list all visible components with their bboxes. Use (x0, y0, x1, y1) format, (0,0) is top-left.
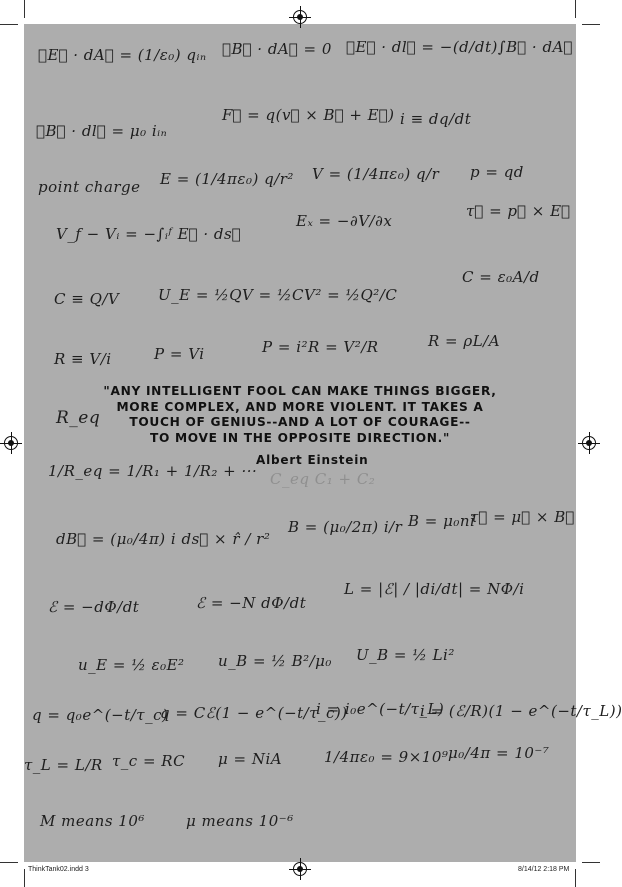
crop-mark (24, 0, 25, 18)
rl-decay: i = i₀e^(−t/τ_L) (316, 700, 445, 718)
quote-line: "ANY INTELLIGENT FOOL CAN MAKE THINGS BIGGER, (103, 384, 497, 398)
capacitance-definition: C ≡ Q/V (54, 290, 120, 308)
rc-charge: q = Cℰ(1 − e^(−t/τ_c)) (160, 704, 348, 722)
crop-mark (24, 869, 25, 887)
coulomb-constant: 1/4πε₀ = 9×10⁹ (324, 748, 449, 766)
crop-mark (582, 24, 600, 25)
gauss-law-electric: ∮E⃗ · dA⃗ = (1/ε₀) qᵢₙ (38, 46, 207, 64)
timestamp-slug: 8/14/12 2:18 PM (518, 866, 570, 873)
quote-line: TO MOVE IN THE OPPOSITE DIRECTION." (149, 430, 451, 445)
magnetic-torque: τ⃗ = μ⃗ × B⃗ (470, 508, 575, 526)
power-dissipation: P = i²R = V²/R (262, 338, 379, 356)
magnetic-moment: μ = NiA (218, 750, 283, 768)
registration-mark-top (293, 10, 307, 24)
emf-coil: ℰ = −N dΦ/dt (196, 594, 307, 612)
rc-discharge: q = q₀e^(−t/τ_c) (32, 706, 169, 724)
field-from-potential: Eₓ = −∂V/∂x (296, 212, 393, 230)
quote-line: TOUCH OF GENIUS--AND A LOT OF COURAGE-- (129, 415, 471, 429)
registration-mark-left (4, 436, 18, 450)
dipole-torque: τ⃗ = p⃗ × E⃗ (466, 202, 571, 220)
series-capacitors: C_eq C₁ + C₂ (270, 470, 376, 488)
parallel-resistors: 1/R_eq = 1/R₁ + 1/R₂ + ··· (48, 462, 258, 480)
resistivity: R = ρL/A (428, 332, 501, 350)
permeability-constant: μ₀/4π = 10⁻⁷ (448, 744, 550, 762)
current-definition: i ≡ dq/dt (400, 110, 472, 128)
rl-time-constant: τ_L = L/R (24, 756, 103, 774)
registration-mark-right (582, 436, 596, 450)
point-charge-field: E = (1/4πε₀) q/r² (160, 170, 294, 188)
inductance: L = |ℰ| / |di/dt| = NΦ/i (344, 580, 525, 598)
equivalent-resistance-label: R_eq (56, 408, 101, 428)
registration-mark-bottom (293, 862, 307, 876)
dipole-moment: p = qd (470, 163, 524, 181)
quote-line: MORE COMPLEX, AND MORE VIOLENT. IT TAKES A (116, 399, 484, 414)
wire-field: B = (μ₀/2π) i/r (288, 518, 403, 536)
point-charge-label: point charge (38, 178, 141, 196)
electric-energy-density: u_E = ½ ε₀E² (78, 656, 185, 674)
micro-prefix: μ means 10⁻⁶ (186, 812, 294, 830)
solenoid-field: B = μ₀ni (408, 512, 476, 530)
inductor-energy: U_B = ½ Li² (356, 646, 455, 664)
resistance-definition: R ≡ V/i (54, 350, 112, 368)
magnetic-energy-density: u_B = ½ B²/μ₀ (218, 652, 332, 670)
einstein-quote (76, 384, 524, 446)
rl-growth: i = (ℰ/R)(1 − e^(−t/τ_L)) (420, 702, 622, 720)
point-charge-potential: V = (1/4πε₀) q/r (312, 165, 440, 183)
emf-flux: ℰ = −dΦ/dt (48, 598, 140, 616)
crop-mark (0, 24, 18, 25)
file-slug: ThinkTank02.indd 3 (28, 866, 89, 873)
potential-difference: V_f − Vᵢ = −∫ᵢᶠ E⃗ · ds⃗ (56, 225, 242, 243)
quote-author: Albert Einstein (256, 453, 369, 467)
power: P = Vi (154, 345, 205, 363)
lorentz-force: F⃗ = q(v⃗ × B⃗ + E⃗) (222, 106, 395, 124)
crop-mark (575, 869, 576, 887)
capacitor-energy: U_E = ½QV = ½CV² = ½Q²/C (158, 286, 398, 304)
faraday-law: ∮E⃗ · dl⃗ = −(d/dt)∫B⃗ · dA⃗ (346, 38, 573, 56)
parallel-plate-capacitance: C = ε₀A/d (462, 268, 540, 286)
mega-prefix: M means 10⁶ (40, 812, 145, 830)
crop-mark (0, 862, 18, 863)
ampere-law: ∮B⃗ · dl⃗ = μ₀ iᵢₙ (36, 122, 168, 140)
crop-mark (575, 0, 576, 18)
crop-mark (582, 862, 600, 863)
rc-time-constant: τ_c = RC (112, 752, 186, 770)
biot-savart: dB⃗ = (μ₀/4π) i ds⃗ × r̂ / r² (56, 530, 271, 548)
gauss-law-magnetic: ∮B⃗ · dA⃗ = 0 (222, 40, 332, 58)
